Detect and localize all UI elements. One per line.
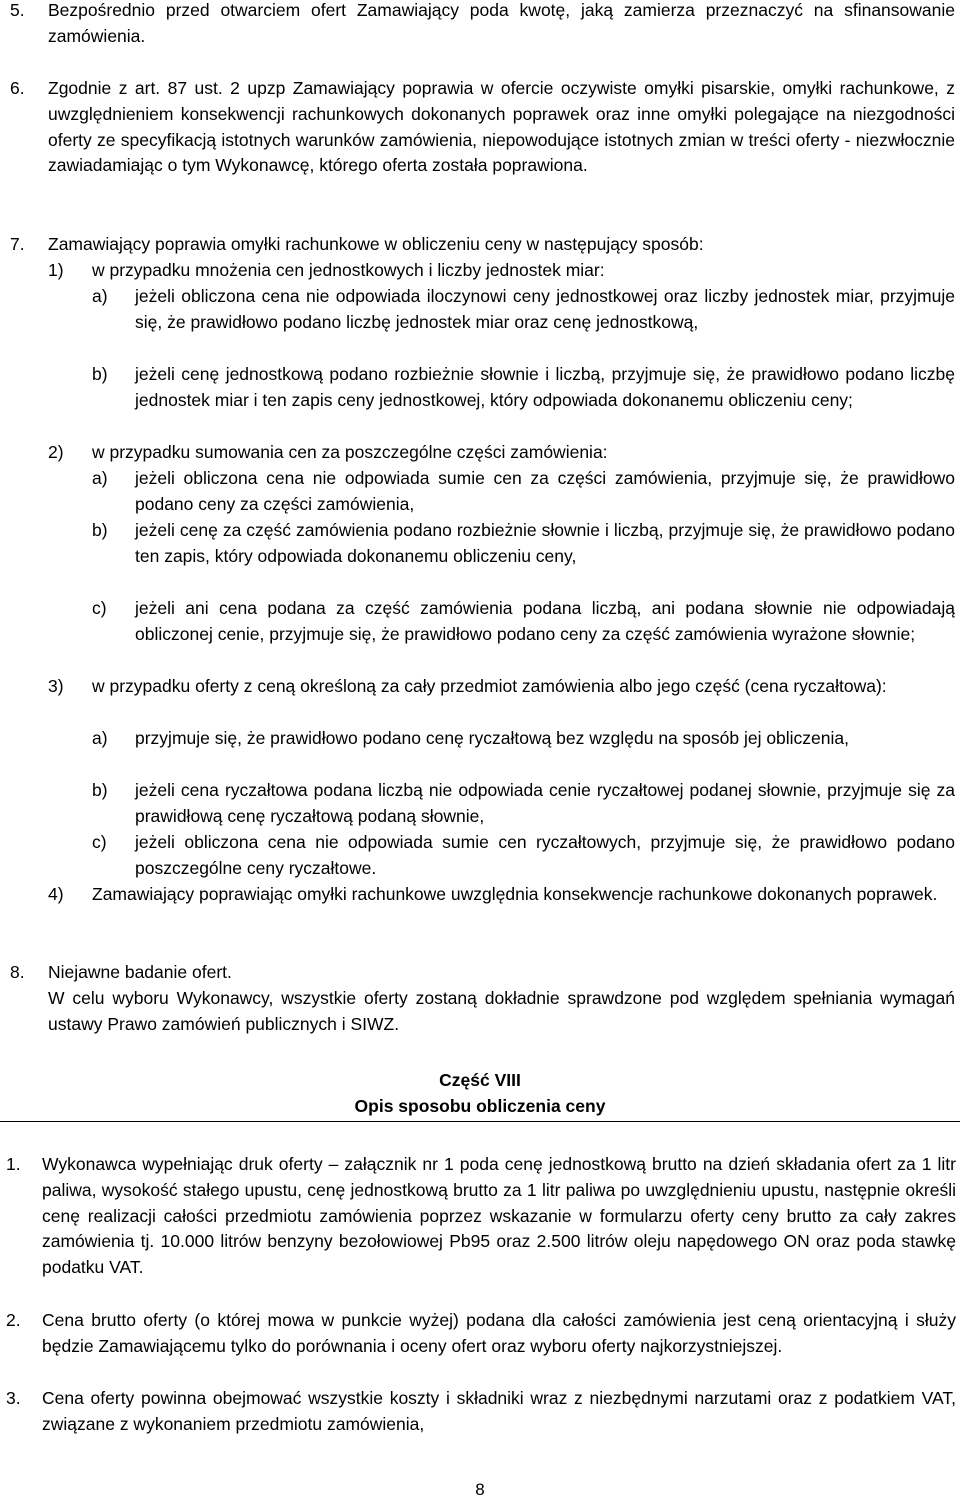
sub-list-item [92, 830, 955, 882]
item-text: jeżeli cena ryczałtowa podana liczbą nie odpowiada cenie ryczałtowej podanej słownie, przyjmuje się za prawidłową cenę ryczałtową podaną słownie, [135, 780, 955, 826]
item-number: c) [92, 832, 107, 852]
section-8 [10, 960, 955, 1037]
section-number: 8. [10, 962, 25, 982]
section-number: 7. [10, 234, 25, 254]
item-number: b) [92, 520, 108, 540]
section-number: 6. [10, 78, 25, 98]
item-text: w przypadku mnożenia cen jednostkowych i liczby jednostek miar: [92, 260, 605, 280]
paragraph-number: 1. [6, 1154, 21, 1174]
section-text: Bezpośrednio przed otwarciem ofert Zamawiający poda kwotę, jaką zamierza przeznaczyć na sfinansowanie zamówienia. [48, 0, 955, 46]
item-text: w przypadku oferty z ceną określoną za cały przedmiot zamówienia albo jego część (cena ryczałtowa): [92, 676, 887, 696]
item-text: w przypadku sumowania cen za poszczególne części zamówienia: [92, 442, 608, 462]
section-number: 5. [10, 0, 25, 20]
list-item [48, 674, 955, 700]
sub-list-item [92, 596, 955, 648]
section-7 [10, 232, 955, 258]
part-subheading: Opis sposobu obliczenia ceny [354, 1096, 606, 1116]
item-number: c) [92, 598, 107, 618]
item-number: 3) [48, 676, 64, 696]
sub-list-item [92, 284, 955, 336]
section-5 [10, 0, 955, 50]
item-text: jeżeli obliczona cena nie odpowiada sumie cen za części zamówienia, przyjmuje się, że prawidłowo podano ceny za części zamówienia, [135, 468, 955, 514]
paragraph-text: Wykonawca wypełniając druk oferty – załącznik nr 1 poda cenę jednostkową brutto na dzień składania ofert za 1 litr paliwa, wysokość stałego upustu, cenę jednostkową brutto za 1 litr paliwa po uwzględnieniu upustu, następnie określi cenę realizacji całości przedmiotu zamówienia poprzez wskazanie w formularzu oferty ceny brutto za cały zakres zamówienia tj. 10.000 litrów benzyny bezołowiowej Pb95 oraz 2.500 litrów oleju napędowego ON oraz poda stawkę podatku VAT. [42, 1154, 956, 1278]
heading-rule [0, 1121, 960, 1122]
sub-list-item [92, 726, 955, 752]
item-number: b) [92, 364, 108, 384]
section-text: Zamawiający poprawia omyłki rachunkowe w obliczeniu ceny w następujący sposób: [48, 234, 704, 254]
item-number: 1) [48, 260, 64, 280]
part-heading: Część VIII [439, 1070, 521, 1090]
item-number: a) [92, 286, 108, 306]
item-number: a) [92, 468, 108, 488]
item-text: jeżeli obliczona cena nie odpowiada iloczynowi ceny jednostkowej oraz liczby jednostek miar, przyjmuje się, że prawidłowo podano liczbę jednostek miar oraz cenę jednostkową, [135, 286, 955, 332]
item-number: b) [92, 780, 108, 800]
sub-list-item [92, 518, 955, 570]
section-text: W celu wyboru Wykonawcy, wszystkie oferty zostaną dokładnie sprawdzone pod względem spełniania wymagań ustawy Prawo zamówień publicznych i SIWZ. [48, 987, 955, 1034]
item-number: 2) [48, 442, 64, 462]
sub-list-item [92, 466, 955, 518]
item-text: przyjmuje się, że prawidłowo podano cenę ryczałtową bez względu na sposób jej obliczenia, [135, 728, 850, 748]
page-number: 8 [475, 1480, 485, 1499]
sub-list-item [92, 778, 955, 830]
section-6 [10, 76, 955, 179]
paragraph-2 [6, 1308, 956, 1360]
item-number: 4) [48, 884, 64, 904]
list-item [48, 258, 955, 284]
item-text: Zamawiający poprawiając omyłki rachunkowe uwzględnia konsekwencje rachunkowe dokonanych poprawek. [92, 884, 938, 904]
item-text: jeżeli cenę za część zamówienia podano rozbieżnie słownie i liczbą, przyjmuje się, że prawidłowo podano ten zapis, który odpowiada dokonanemu obliczeniu ceny, [135, 520, 955, 566]
list-item [48, 882, 955, 908]
section-text: Zgodnie z art. 87 ust. 2 upzp Zamawiający poprawia w ofercie oczywiste omyłki pisarskie, omyłki rachunkowe, z uwzględnieniem konsekwencji rachunkowych dokonanych poprawek oraz inne omyłki polegające na niezgodności oferty ze specyfikacją istotnych warunków zamówienia, niepowodujące istotnych zmian w treści oferty - niezwłocznie zawiadamiając o tym Wykonawcę, którego oferta została poprawiona. [48, 78, 955, 176]
sub-list-item [92, 362, 955, 414]
item-text: jeżeli cenę jednostkową podano rozbieżnie słownie i liczbą, przyjmuje się, że prawidłowo podano liczbę jednostek miar i ten zapis ceny jednostkowej, który odpowiada dokonanemu obliczeniu ceny; [135, 364, 955, 410]
list-item [48, 440, 955, 466]
paragraph-1 [6, 1152, 956, 1281]
item-text: jeżeli obliczona cena nie odpowiada sumie cen ryczałtowych, przyjmuje się, że prawidłowo podano poszczególne ceny ryczałtowe. [135, 832, 955, 878]
item-text: jeżeli ani cena podana za część zamówienia podana liczbą, ani podana słownie nie odpowiadają obliczonej cenie, przyjmuje się, że prawidłowo podano ceny za część zamówienia wyrażone słownie; [135, 598, 955, 644]
paragraph-number: 2. [6, 1310, 21, 1330]
paragraph-text: Cena brutto oferty (o której mowa w punkcie wyżej) podana dla całości zamówienia jest ceną orientacyjną i służy będzie Zamawiającemu tylko do porównania i oceny ofert oraz wyboru oferty najkorzystniejszej. [42, 1310, 956, 1356]
paragraph-3 [6, 1386, 956, 1438]
paragraph-number: 3. [6, 1388, 21, 1408]
paragraph-text: Cena oferty powinna obejmować wszystkie koszty i składniki wraz z niezbędnymi narzutami oraz z podatkiem VAT, związane z wykonaniem przedmiotu zamówienia, [42, 1388, 956, 1434]
section-title: Niejawne badanie ofert. [48, 962, 232, 982]
item-number: a) [92, 728, 108, 748]
